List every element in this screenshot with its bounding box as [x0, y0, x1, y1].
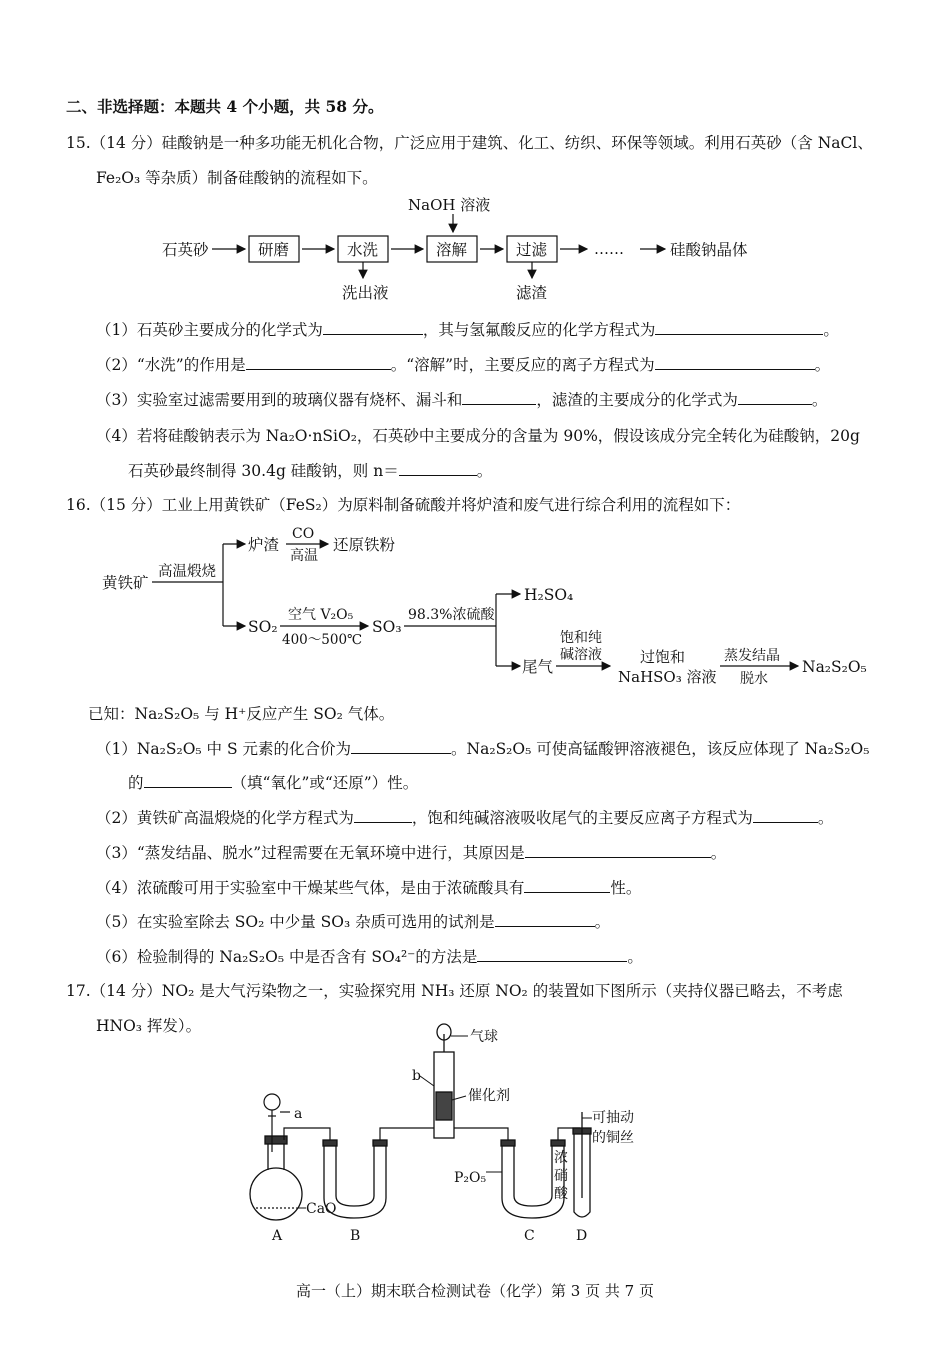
- q15-intro-line2: Fe₂O₃ 等杂质）制备硅酸钠的流程如下。: [96, 169, 378, 187]
- q16-air-label: 空气 V₂O₅: [288, 607, 354, 623]
- q16-p1-text-b: 。Na₂S₂O₅ 可使高锰酸钾溶液褪色，该反应体现了 Na₂S₂O₅: [451, 740, 870, 758]
- q16-nahso3-label-1: 过饱和: [640, 648, 686, 666]
- label-wire-1: 可抽动: [592, 1110, 634, 1126]
- flask-a: [250, 1136, 302, 1220]
- q16-p1-text-d: （填“氧化”或“还原”）性。: [231, 774, 419, 792]
- q15-p2-text-c: 。: [814, 356, 831, 374]
- section-title: 二、非选择题：本题共 4 个小题，共 58 分。: [66, 97, 384, 116]
- q16-tailgas-label: 尾气: [522, 658, 554, 676]
- q16-p1-blank-2[interactable]: [144, 773, 232, 788]
- q16-part1-line1: [96, 737, 869, 759]
- label-D: D: [576, 1228, 588, 1244]
- q15-p2-text-a: （2）“水洗”的作用是: [96, 356, 246, 374]
- q15-part4-line2: [128, 459, 492, 481]
- q15-step-filter: 过滤: [516, 241, 548, 259]
- q16-p1-text-a: （1）Na₂S₂O₅ 中 S 元素的化合价为: [96, 740, 352, 758]
- label-b-port: b: [412, 1068, 421, 1084]
- q16-so2-label: SO₂: [248, 618, 278, 636]
- q16-part1-line2: [128, 771, 418, 793]
- q16-p1-blank-1[interactable]: [351, 739, 451, 754]
- q15-start-label: 石英砂: [162, 241, 209, 259]
- q17-intro-line1: 17.（14 分）NO₂ 是大气污染物之一，实验探究用 NH₃ 还原 NO₂ 的装置如下图所示（夹持仪器已略去，不考虑: [66, 982, 843, 1000]
- q16-nahso3-label-2: NaHSO₃ 溶液: [618, 668, 717, 686]
- q15-p1-text-c: 。: [823, 321, 839, 339]
- test-tube-d: [573, 1112, 591, 1217]
- label-catalyst: 催化剂: [468, 1088, 510, 1104]
- q16-part2: [96, 806, 833, 828]
- q16-part5: [96, 910, 610, 932]
- q15-p2-text-b: 。“溶解”时，主要反应的离子方程式为: [390, 356, 655, 374]
- q15-p3-blank-1[interactable]: [462, 390, 536, 405]
- q16-temp-label: 400～500℃: [282, 632, 363, 648]
- q15-p3-text-a: （3）实验室过滤需要用到的玻璃仪器有烧杯、漏斗和: [96, 391, 463, 409]
- q16-p2-text-a: （2）黄铁矿高温煅烧的化学方程式为: [96, 809, 354, 827]
- q16-p4-text-a: （4）浓硫酸可用于实验室中干燥某些气体，是由于浓硫酸具有: [96, 879, 525, 897]
- q16-p2-blank-2[interactable]: [753, 808, 818, 823]
- q15-part1: [96, 318, 839, 340]
- q16-start-label: 黄铁矿: [102, 574, 149, 592]
- q15-part4-line1: （4）若将硅酸钠表示为 Na₂O·nSiO₂，石英砂中主要成分的含量为 90%，假设该成分完全转化为硅酸钠，20g: [96, 427, 860, 445]
- q15-p2-blank-2[interactable]: [655, 355, 815, 370]
- q15-step-dissolve: 溶解: [436, 241, 468, 259]
- q16-so3-label: SO₃: [372, 618, 402, 636]
- q15-residue-label: 滤渣: [516, 284, 548, 302]
- q16-p5-blank[interactable]: [495, 912, 595, 927]
- label-C: C: [524, 1228, 535, 1244]
- q16-part3: [96, 841, 726, 863]
- q16-p2-blank-1[interactable]: [354, 808, 412, 823]
- q16-soda-label-2: 碱溶液: [560, 647, 602, 663]
- q16-h2so4-label: H₂SO₄: [524, 586, 574, 604]
- label-conc-1: 浓: [554, 1150, 568, 1166]
- q15-p4-text-b: 石英砂最终制得 30.4g 硅酸钠，则 n＝: [128, 462, 399, 480]
- q15-p3-text-c: 。: [811, 391, 828, 409]
- q15-washout-label: 洗出液: [342, 284, 389, 302]
- q15-p1-blank-1[interactable]: [323, 320, 423, 335]
- q16-intro: 16.（15 分）工业上用黄铁矿（FeS₂）为原料制备硫酸并将炉渣和废气进行综合利用的流程如下：: [66, 496, 741, 514]
- q16-p3-text-a: （3）“蒸发结晶、脱水”过程需要在无氧环境中进行，其原因是: [96, 844, 525, 862]
- q16-part4: [96, 876, 641, 898]
- label-cao: CaO: [306, 1201, 337, 1217]
- q15-step-grind: 研磨: [258, 241, 290, 259]
- q16-evap-label: 蒸发结晶: [724, 648, 780, 664]
- q16-part6: [96, 945, 643, 967]
- q15-p4-text-c: 。: [476, 462, 493, 480]
- q16-soda-label-1: 饱和纯: [560, 630, 602, 646]
- q16-p6-text-b: 。: [627, 948, 643, 966]
- q15-reagent-label: NaOH 溶液: [408, 196, 491, 214]
- label-A: A: [272, 1228, 283, 1244]
- label-B: B: [350, 1228, 361, 1244]
- q16-iron-label: 还原铁粉: [333, 536, 396, 554]
- q15-flowchart: [150, 192, 800, 307]
- q16-p6-blank[interactable]: [477, 947, 627, 962]
- label-balloon: 气球: [470, 1029, 498, 1045]
- q16-p5-text-a: （5）在实验室除去 SO₂ 中少量 SO₃ 杂质可选用的试剂是: [96, 913, 495, 931]
- q15-step-wash: 水洗: [347, 241, 379, 259]
- page-footer: 高一（上）期末联合检测试卷（化学）第 3 页 共 7 页: [296, 1282, 654, 1300]
- q15-product-label: 硅酸钠晶体: [670, 241, 748, 259]
- q16-p6-text-a: （6）检验制得的 Na₂S₂O₅ 中是否含有 SO₄²⁻的方法是: [96, 948, 478, 966]
- q17-intro-line2: HNO₃ 挥发）。: [96, 1017, 202, 1035]
- q15-p3-blank-2[interactable]: [738, 390, 812, 405]
- reaction-tube: [434, 1024, 454, 1138]
- q16-p4-text-b: 性。: [610, 879, 642, 897]
- q16-p2-text-c: 。: [817, 809, 834, 827]
- q16-product-label: Na₂S₂O₅: [802, 658, 867, 676]
- q16-p3-blank[interactable]: [525, 843, 711, 858]
- q16-acid-label: 98.3%浓硫酸: [408, 607, 495, 623]
- q15-p1-blank-2[interactable]: [655, 320, 823, 335]
- q16-p1-text-c: 的: [128, 774, 144, 792]
- label-wire-2: 的铜丝: [592, 1130, 634, 1146]
- q16-co-label: CO: [292, 526, 315, 542]
- q15-ellipsis: ……: [594, 240, 624, 258]
- q16-p4-blank[interactable]: [524, 878, 610, 893]
- q15-part2: [96, 353, 830, 375]
- q16-slag-label: 炉渣: [248, 536, 280, 554]
- label-conc-2: 硝: [554, 1168, 568, 1184]
- q15-p3-text-b: ，滤渣的主要成分的化学式为: [536, 391, 738, 409]
- q15-p2-blank-1[interactable]: [246, 355, 391, 370]
- q15-p4-blank[interactable]: [399, 461, 477, 476]
- q16-p5-text-b: 。: [594, 913, 611, 931]
- q17-apparatus-diagram: [240, 1022, 660, 1252]
- q16-hightemp-label: 高温: [290, 548, 318, 564]
- label-a: a: [294, 1106, 303, 1122]
- q16-flowchart: [100, 520, 870, 695]
- q15-intro-line1: 15.（14 分）硅酸钠是一种多功能无机化合物，广泛应用于建筑、化工、纺织、环保等领域。利用石英砂（含 NaCl、: [66, 134, 873, 152]
- q15-part3: [96, 388, 827, 410]
- q16-roast-label: 高温煅烧: [158, 564, 216, 580]
- q16-dehydrate-label: 脱水: [740, 671, 768, 687]
- q15-p1-text-a: （1）石英砂主要成分的化学式为: [96, 321, 323, 339]
- q16-p3-text-b: 。: [710, 844, 727, 862]
- label-p2o5: P₂O₅: [454, 1170, 487, 1186]
- q15-p1-text-b: ，其与氢氟酸反应的化学方程式为: [422, 321, 656, 339]
- q16-p2-text-b: ，饱和纯碱溶液吸收尾气的主要反应离子方程式为: [411, 809, 753, 827]
- q16-known: 已知：Na₂S₂O₅ 与 H⁺反应产生 SO₂ 气体。: [88, 705, 395, 723]
- label-conc-3: 酸: [554, 1186, 568, 1202]
